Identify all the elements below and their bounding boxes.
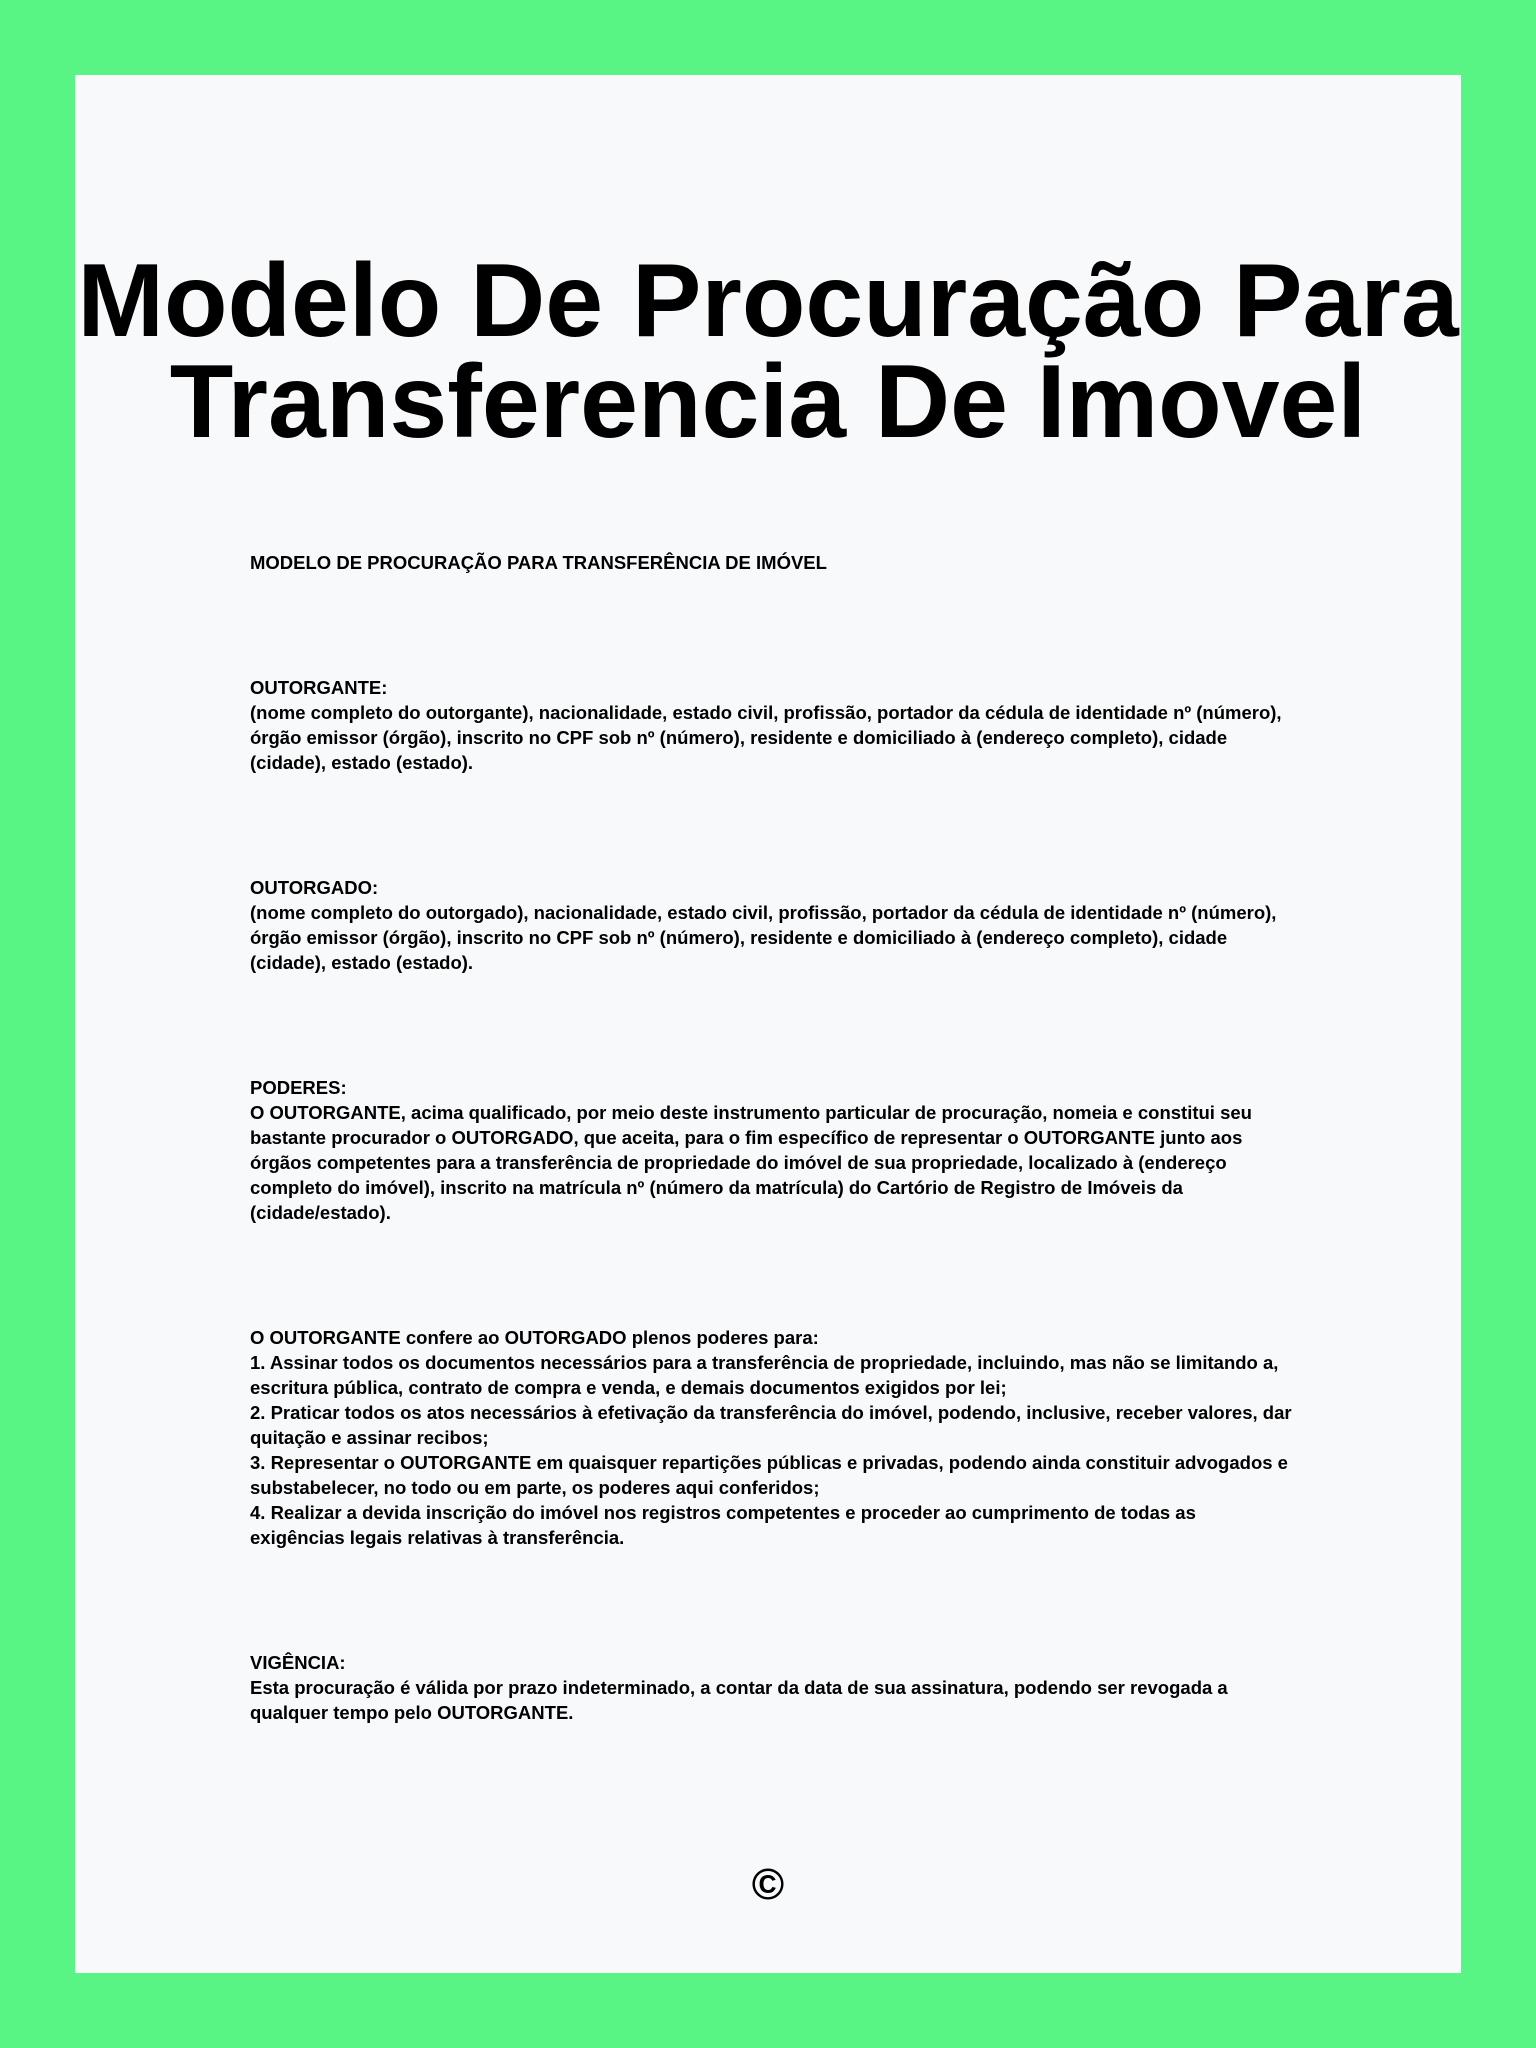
outorgado-text: (nome completo do outorgado), nacionalidade, estado civil, profissão, portador da cédula de identidade nº (número), órgão emissor (órgão), inscrito no CPF sob nº (número), residente e domiciliado à (endereço completo), cidade (cidade), estado (estado). <box>250 902 1277 973</box>
spacer <box>250 1550 1295 1650</box>
spacer <box>250 1225 1295 1325</box>
spacer <box>250 975 1295 1075</box>
vigencia-section <box>250 1650 1295 1725</box>
confere-section <box>250 1325 1295 1550</box>
spacer <box>250 775 1295 875</box>
outorgado-label: OUTORGADO: <box>250 877 379 898</box>
page-title <box>75 243 1461 460</box>
vigencia-label: VIGÊNCIA: <box>250 1652 346 1673</box>
vigencia-text: Esta procuração é válida por prazo indeterminado, a contar da data de sua assinatura, podendo ser revogada a qualquer tempo pelo OUTORGANTE. <box>250 1677 1228 1723</box>
confere-item: 1. Assinar todos os documentos necessários para a transferência de propriedade, incluindo, mas não se limitando a, escritura pública, contrato de compra e venda, e demais documentos exigidos por lei; <box>250 1352 1279 1398</box>
confere-item: 3. Representar o OUTORGANTE em quaisquer repartições públicas e privadas, podendo ainda constituir advogados e substabelecer, no todo ou em parte, os poderes aqui conferidos; <box>250 1452 1288 1498</box>
title-line-2: Transferencia De Imovel <box>169 344 1367 460</box>
document-page <box>75 75 1461 1973</box>
confere-intro: O OUTORGANTE confere ao OUTORGADO plenos poderes para: <box>250 1327 819 1348</box>
poderes-text: O OUTORGANTE, acima qualificado, por meio deste instrumento particular de procuração, nomeia e constitui seu bastante procurador o OUTORGADO, que aceita, para o fim específico de representar o OUTORGANTE junto aos órgãos competentes para a transferência de propriedade do imóvel de sua propriedade, localizado à (endereço completo do imóvel), inscrito na matrícula nº (número da matrícula) do Cartório de Registro de Imóveis da (cidade/estado). <box>250 1102 1252 1223</box>
outorgante-label: OUTORGANTE: <box>250 677 388 698</box>
outorgante-section <box>250 675 1295 775</box>
confere-item: 2. Praticar todos os atos necessários à efetivação da transferência do imóvel, podendo, inclusive, receber valores, dar quitação e assinar recibos; <box>250 1402 1292 1448</box>
spacer <box>250 575 1295 675</box>
outorgante-text: (nome completo do outorgante), nacionalidade, estado civil, profissão, portador da cédula de identidade nº (número), órgão emissor (órgão), inscrito no CPF sob nº (número), residente e domiciliado à (endereço completo), cidade (cidade), estado (estado). <box>250 702 1282 773</box>
copyright-symbol: © <box>751 1860 785 1909</box>
document-heading: MODELO DE PROCURAÇÃO PARA TRANSFERÊNCIA DE IMÓVEL <box>250 552 827 573</box>
poderes-label: PODERES: <box>250 1077 347 1098</box>
poderes-section <box>250 1075 1295 1225</box>
confere-item: 4. Realizar a devida inscrição do imóvel nos registros competentes e proceder ao cumprimento de todas as exigências legais relativas à transferência. <box>250 1502 1196 1548</box>
title-line-1: Modelo De Procuração Para <box>77 243 1459 359</box>
document-body <box>250 550 1295 1725</box>
outorgado-section <box>250 875 1295 975</box>
